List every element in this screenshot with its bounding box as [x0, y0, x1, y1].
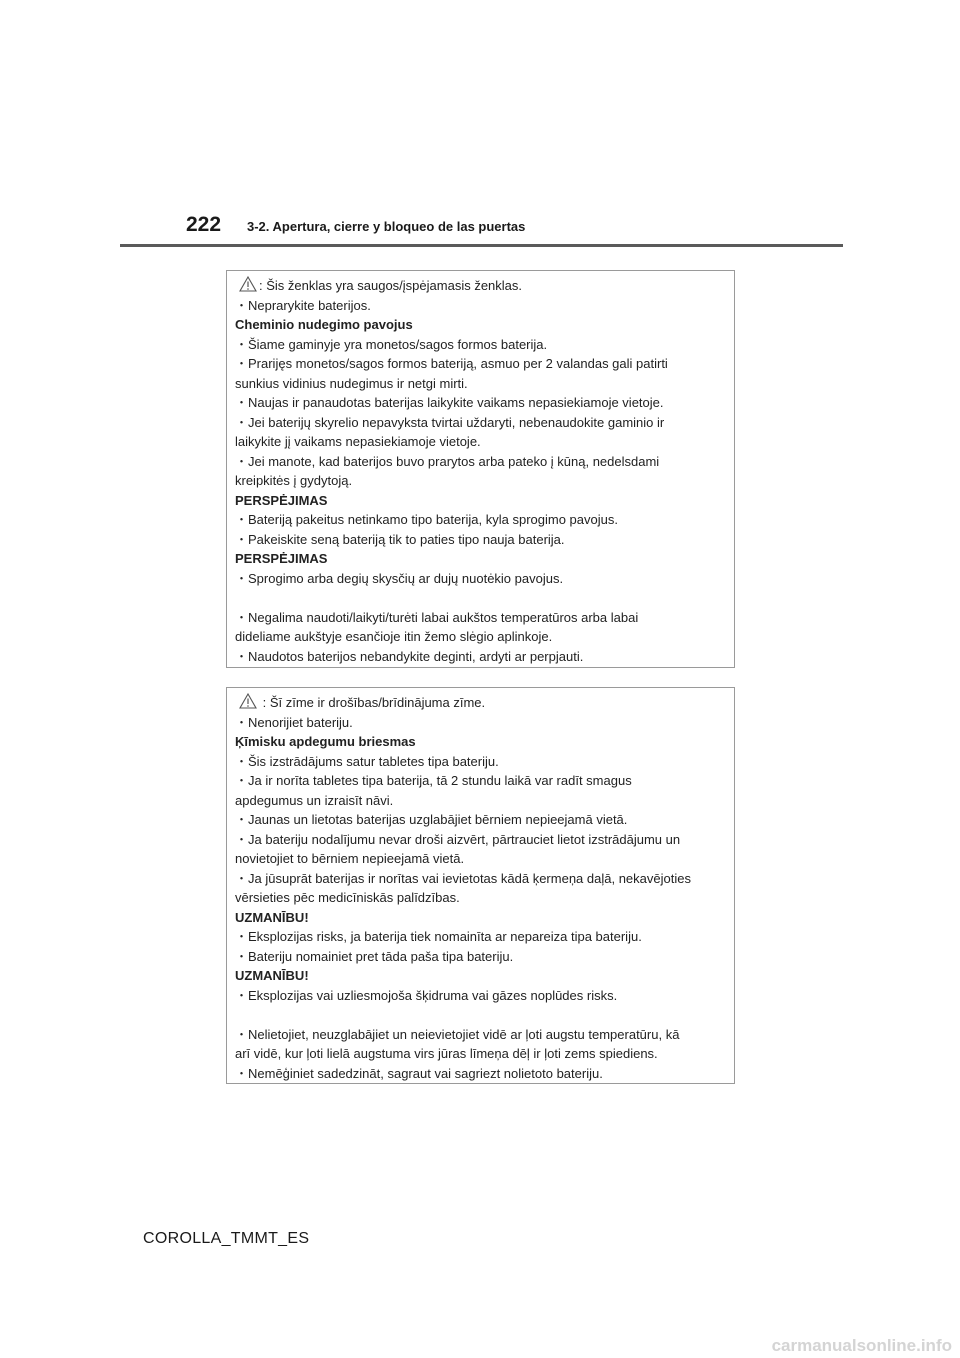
warning-box-spacer [235, 588, 734, 608]
warning-box-latvian [226, 687, 735, 1084]
warning-box-lithuanian [226, 270, 735, 668]
warning-box-heading: Cheminio nudegimo pavojus [235, 317, 413, 332]
warning-box-heading: PERSPĖJIMAS [235, 551, 328, 566]
watermark: carmanualsonline.info [771, 1336, 952, 1355]
warning-box-line: ・Nemēģiniet sadedzināt, sagraut vai sagriezt nolietoto bateriju. [235, 1065, 603, 1081]
warning-box-line: ・Jei baterijų skyrelio nepavyksta tvirtai uždaryti, nebenaudokite gaminio ir [235, 414, 665, 430]
warning-box-line [235, 693, 734, 713]
warning-box-line: kreipkitės į gydytoją. [235, 473, 353, 488]
warning-box-line: apdegumus un izraisīt nāvi. [235, 792, 394, 808]
page-number: 222 [186, 213, 222, 236]
warning-box-line: ・Jaunas un lietotas baterijas uzglabājiet bērniem nepieejamā vietā. [235, 812, 628, 827]
warning-box-heading: Ķīmisku apdegumu briesmas [235, 734, 416, 749]
warning-box-line: laikykite jį vaikams nepasiekiamoje vietoje. [235, 434, 481, 449]
warning-box-heading: PERSPĖJIMAS [235, 492, 328, 508]
warning-box-line: novietojiet to bērniem nepieejamā vietā. [235, 851, 465, 866]
warning-box-line: ・Bateriju nomainiet pret tāda paša tipa bateriju. [235, 948, 514, 964]
warning-box-line: ・Neprarykite baterijos. [235, 297, 371, 313]
warning-box-line: ・Naujas ir panaudotas baterijas laikykite vaikams nepasiekiamoje vietoje. [235, 395, 664, 410]
warning-box-line: ・Ja bateriju nodalījumu nevar droši aizvērt, pārtrauciet lietot izstrādājumu un [235, 831, 681, 847]
warning-box-line: ・Šis izstrādājums satur tabletes tipa bateriju. [235, 753, 499, 769]
warning-box-line: ・Sprogimo arba degių skysčių ar dujų nuotėkio pavojus. [235, 570, 564, 586]
warning-box-line: ・Negalima naudoti/laikyti/turėti labai aukštos temperatūros arba labai [235, 609, 639, 625]
warning-box-line: ・Jei manote, kad baterijos buvo prarytos arba pateko į kūną, nedelsdami [235, 453, 660, 469]
warning-box-heading: UZMANĪBU! [235, 909, 309, 925]
warning-box-spacer [235, 1005, 734, 1025]
line-text: : Šī zīme ir drošības/brīdinājuma zīme. [259, 695, 486, 710]
warning-box-line: ・Ja jūsuprāt baterijas ir norītas vai ievietotas kādā ķermeņa daļā, nekavējoties [235, 870, 691, 886]
warning-box-line: ・Nelietojiet, neuzglabājiet un neievietojiet vidē ar ļoti augstu temperatūru, kā [235, 1026, 680, 1042]
warning-box-line: ・Ja ir norīta tabletes tipa baterija, tā 2 stundu laikā var radīt smagus [235, 773, 632, 788]
warning-box-line: dideliame aukštyje esančioje itin žemo slėgio aplinkoje. [235, 629, 553, 644]
warning-box-line: ・Bateriją pakeitus netinkamo tipo baterija, kyla sprogimo pavojus. [235, 512, 618, 527]
warning-box-line: ・Naudotos baterijos nebandykite deginti, ardyti ar perpjauti. [235, 648, 584, 664]
warning-box-line: ・Šiame gaminyje yra monetos/sagos formos baterija. [235, 336, 548, 352]
warning-box-heading: UZMANĪBU! [235, 968, 309, 983]
warning-box-line: sunkius vidinius nudegimus ir netgi mirti. [235, 375, 468, 391]
warning-box-line: ・Nenorijiet bateriju. [235, 714, 353, 730]
warning-box-line: arī vidē, kur ļoti lielā augstuma virs jūras līmeņa dēļ ir ļoti zems spiediens. [235, 1046, 658, 1061]
warning-box-line: ・Eksplozijas vai uzliesmojoša šķidruma vai gāzes noplūdes risks. [235, 987, 618, 1003]
warning-box-line: vērsieties pēc medicīniskās palīdzības. [235, 890, 460, 905]
warning-box-line: ・Prarijęs monetos/sagos formos bateriją, asmuo per 2 valandas gali patirti [235, 356, 668, 371]
warning-triangle-icon [239, 693, 257, 709]
header-rule [120, 244, 843, 247]
warning-box-line: ・Pakeiskite seną bateriją tik to paties tipo nauja baterija. [235, 531, 565, 547]
line-text: : Šis ženklas yra saugos/įspėjamasis ženklas. [259, 278, 523, 293]
warning-triangle-icon [239, 276, 257, 292]
warning-box-line [235, 276, 734, 296]
warning-box-line: ・Eksplozijas risks, ja baterija tiek nomainīta ar nepareiza tipa bateriju. [235, 929, 642, 944]
section-title: 3-2. Apertura, cierre y bloqueo de las puertas [247, 219, 526, 234]
document-code: COROLLA_TMMT_ES [143, 1230, 310, 1247]
